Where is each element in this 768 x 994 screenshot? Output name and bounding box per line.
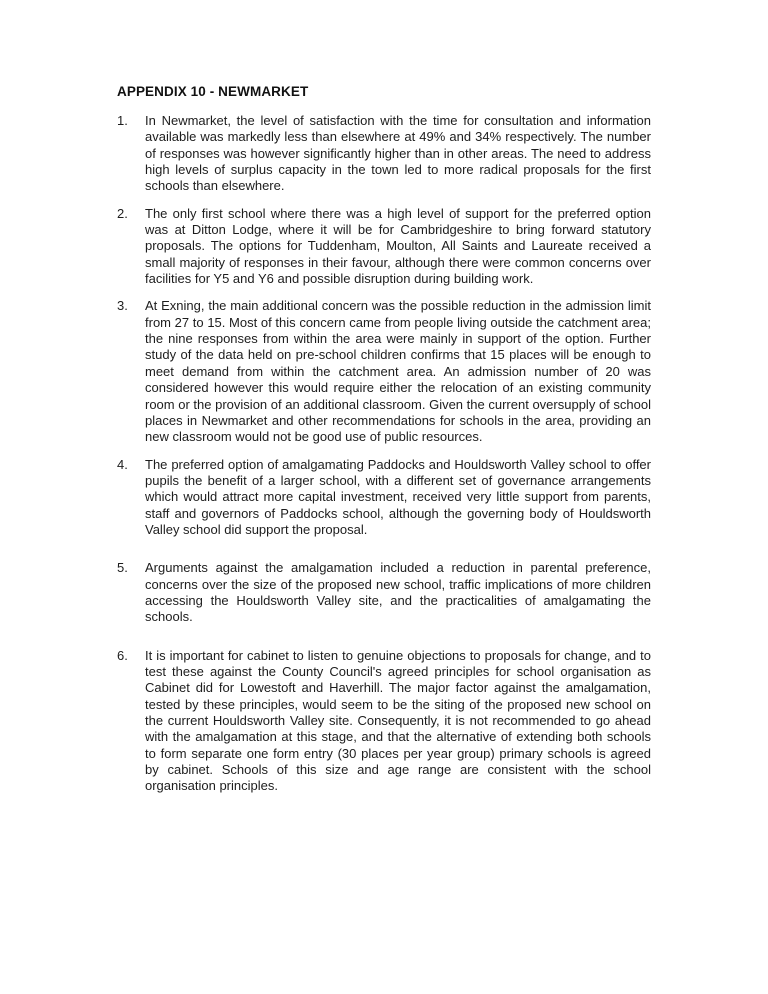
list-item	[117, 560, 651, 625]
list-item	[117, 457, 651, 539]
item-text: The preferred option of amalgamating Paddocks and Houldsworth Valley school to offer pupils the benefit of a larger school, with a different set of governance arrangements which would attract more capital investment, received very little support from parents, staff and governors of Paddocks school, although the governing body of Houldsworth Valley school did support the proposal.	[145, 456, 651, 537]
item-number: 5.	[117, 560, 128, 576]
item-text: It is important for cabinet to listen to genuine objections to proposals for change, and to test these against the County Council's agreed principles for school organisation as Cabinet did for Lowestoft and Haverhill. The major factor against the amalgamation, tested by these principles, would seem to be the siting of the proposed new school on the current Houldsworth Valley site. Consequently, it is not recommended to go ahead with the amalgamation at this stage, and that the alternative of extending both schools to form separate one form entry (30 places per year group) primary schools is agreed by cabinet. Schools of this size and age range are consistent with the school organisation principles.	[145, 647, 651, 794]
item-text: The only first school where there was a high level of support for the preferred option was at Ditton Lodge, where it will be for Cambridgeshire to bring forward statutory proposals. The options for Tuddenham, Moulton, All Saints and Laureate received a small majority of responses in their favour, although there were common concerns over facilities for Y5 and Y6 and possible disruption during building work.	[145, 205, 651, 287]
item-number: 2.	[117, 205, 128, 221]
item-text: In Newmarket, the level of satisfaction with the time for consultation and information available was markedly less than elsewhere at 49% and 34% respectively. The number of responses was however significantly higher than in other areas. The need to address high levels of surplus capacity in the town led to more radical proposals for the first schools than elsewhere.	[145, 113, 651, 194]
item-number: 6.	[117, 647, 128, 663]
list-item	[117, 648, 651, 795]
list-item	[117, 206, 651, 288]
item-number: 4.	[117, 456, 128, 472]
list-item	[117, 298, 651, 445]
item-number: 3.	[117, 298, 128, 314]
item-text: At Exning, the main additional concern was the possible reduction in the admission limit from 27 to 15. Most of this concern came from people living outside the catchment area; the nine responses from within the area were mainly in support of the option. Further study of the data held on pre-school children confirms that 15 places will be enough to meet demand from within the catchment area. An admission number of 20 was considered however this would require either the relocation of an existing community room or the provision of an additional classroom. Given the current oversupply of school places in Newmarket and other recommendations for schools in the area, providing an new classroom would not be good use of public resources.	[145, 298, 651, 445]
page-title: APPENDIX 10 - NEWMARKET	[117, 84, 309, 99]
item-number: 1.	[117, 113, 128, 128]
list-item	[117, 113, 651, 195]
item-text: Arguments against the amalgamation included a reduction in parental preference, concerns over the size of the proposed new school, traffic implications of more children accessing the Houldsworth Valley site, and the practicalities of amalgamating the schools.	[145, 560, 651, 625]
